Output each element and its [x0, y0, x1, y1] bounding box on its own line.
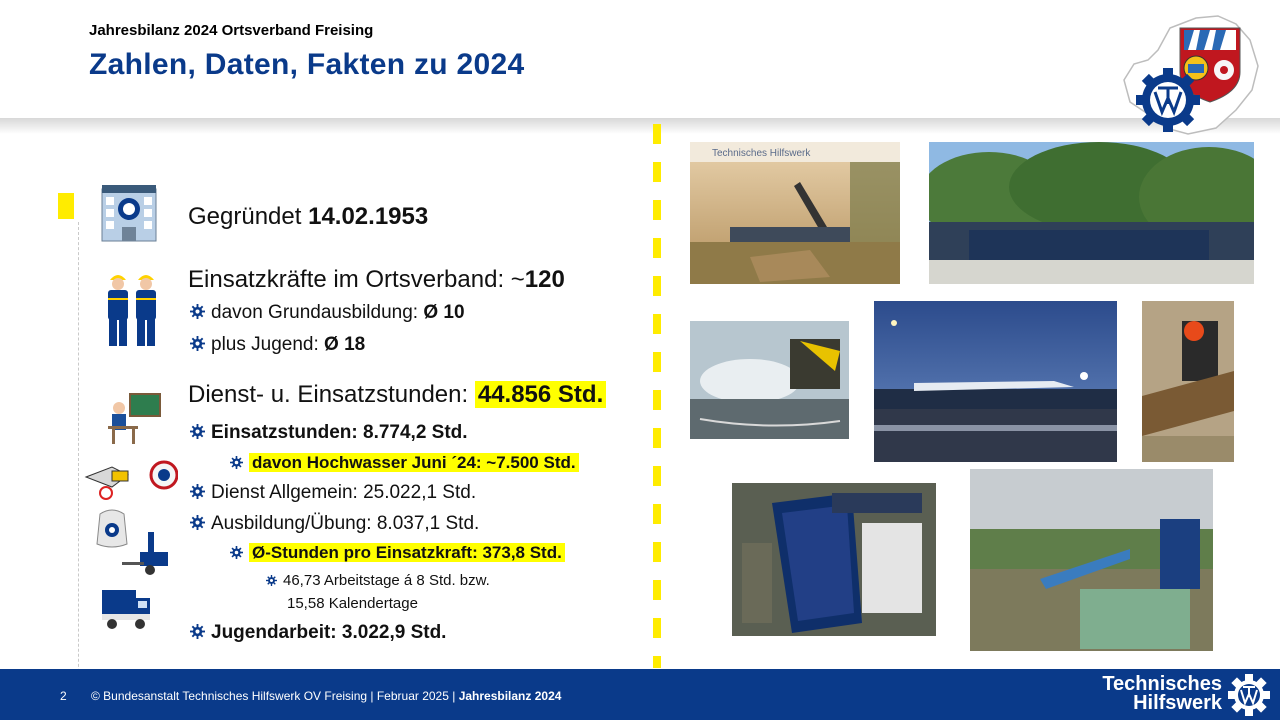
- photo-group-team: [929, 142, 1254, 284]
- thw-bullet-icon: [266, 575, 277, 586]
- avg-hours-text: Ø-Stunden pro Einsatzkraft: 373,8 Std.: [249, 543, 565, 562]
- thw-truck-icon: [98, 584, 154, 632]
- flood-hours-line: [230, 453, 579, 473]
- general-service-line: [190, 482, 476, 504]
- thw-bullet-icon: [190, 624, 205, 639]
- header-divider: [0, 118, 1280, 134]
- footer-logo-line1: Technisches: [1102, 673, 1222, 695]
- hours-line: [188, 381, 606, 409]
- staff-label: Einsatzkräfte im Ortsverband: ~: [188, 266, 525, 293]
- staff-line: [188, 266, 565, 294]
- thw-bullet-icon: [190, 336, 205, 351]
- left-guide-line: [78, 222, 79, 712]
- thw-bullet-icon: [190, 515, 205, 530]
- general-service-text: Dienst Allgemein: 25.022,1 Std.: [211, 482, 477, 503]
- thw-bullet-icon: [190, 304, 205, 319]
- photo-flood-pumps: [970, 469, 1213, 651]
- thw-footer-logo: [1080, 673, 1270, 717]
- founded-label: Gegründet: [188, 203, 309, 230]
- founded-line: [188, 203, 428, 231]
- photo-airport-night: [874, 301, 1117, 462]
- yellow-marker: [58, 193, 74, 219]
- helpers-icon: [104, 270, 160, 350]
- photo-historic-crane: [690, 142, 900, 284]
- building-icon: [100, 183, 158, 243]
- footer-copyright-bold: Jahresbilanz 2024: [458, 689, 562, 703]
- thw-bullet-icon: [190, 484, 205, 499]
- footer-copyright-text: © Bundesanstalt Technisches Hilfswerk OV Freising | Februar 2025 |: [91, 689, 459, 703]
- footer: [0, 669, 1280, 720]
- thw-bullet-icon: [190, 424, 205, 439]
- deployment-hours-text: Einsatzstunden: 8.774,2 Std.: [211, 422, 468, 443]
- ov-freising-crest-icon: [1118, 10, 1268, 138]
- thw-bullet-icon: [230, 456, 243, 469]
- light-mast-trailer-icon: [118, 530, 172, 578]
- basic-training-line: [190, 302, 465, 324]
- founded-value: 14.02.1953: [308, 203, 429, 230]
- basic-training-value: Ø 10: [423, 302, 465, 323]
- rescue-tools-icon: [82, 457, 178, 503]
- avg-hours-line: [230, 543, 565, 563]
- photo-fire-wreck: [690, 321, 849, 439]
- footer-logo-line2: Hilfswerk: [1133, 692, 1222, 714]
- hours-label: Dienst- u. Einsatzstunden:: [188, 381, 475, 408]
- photo-tunnel-trucks: [732, 483, 936, 636]
- workdays-text-2: 15,58 Kalendertage: [287, 595, 418, 612]
- youth-work-line: [190, 622, 446, 644]
- hours-value: 44.856 Std.: [475, 381, 606, 408]
- footer-logo-text: [1080, 675, 1222, 713]
- page-number: 2: [60, 689, 67, 703]
- youth-line: [190, 334, 365, 356]
- flood-hours-text: davon Hochwasser Juni ´24: ~7.500 Std.: [249, 453, 579, 472]
- basic-training-label: davon Grundausbildung:: [211, 302, 424, 323]
- youth-value: Ø 18: [324, 334, 366, 355]
- yellow-divider-line: [653, 124, 661, 668]
- workdays-line-2: [287, 595, 418, 612]
- staff-value: 120: [524, 266, 565, 293]
- page-title: Zahlen, Daten, Fakten zu 2024: [89, 48, 525, 81]
- workdays-text-1: 46,73 Arbeitstage á 8 Std. bzw.: [283, 572, 490, 589]
- workdays-line-1: [266, 572, 490, 589]
- training-line: [190, 513, 479, 535]
- deployment-hours-line: [190, 422, 468, 444]
- photo-banner-text: Technisches Hilfswerk: [712, 148, 811, 159]
- classroom-icon: [106, 392, 162, 446]
- youth-work-text: Jugendarbeit: 3.022,9 Std.: [211, 622, 447, 643]
- footer-copyright: [91, 689, 561, 703]
- youth-label: plus Jugend:: [211, 334, 325, 355]
- training-text: Ausbildung/Übung: 8.037,1 Std.: [211, 513, 480, 534]
- thw-cog-icon: [1228, 673, 1270, 717]
- photo-chainsaw-log: [1142, 301, 1234, 462]
- header-subtitle: Jahresbilanz 2024 Ortsverband Freising: [89, 22, 374, 39]
- thw-bullet-icon: [230, 546, 243, 559]
- header: [0, 0, 1280, 118]
